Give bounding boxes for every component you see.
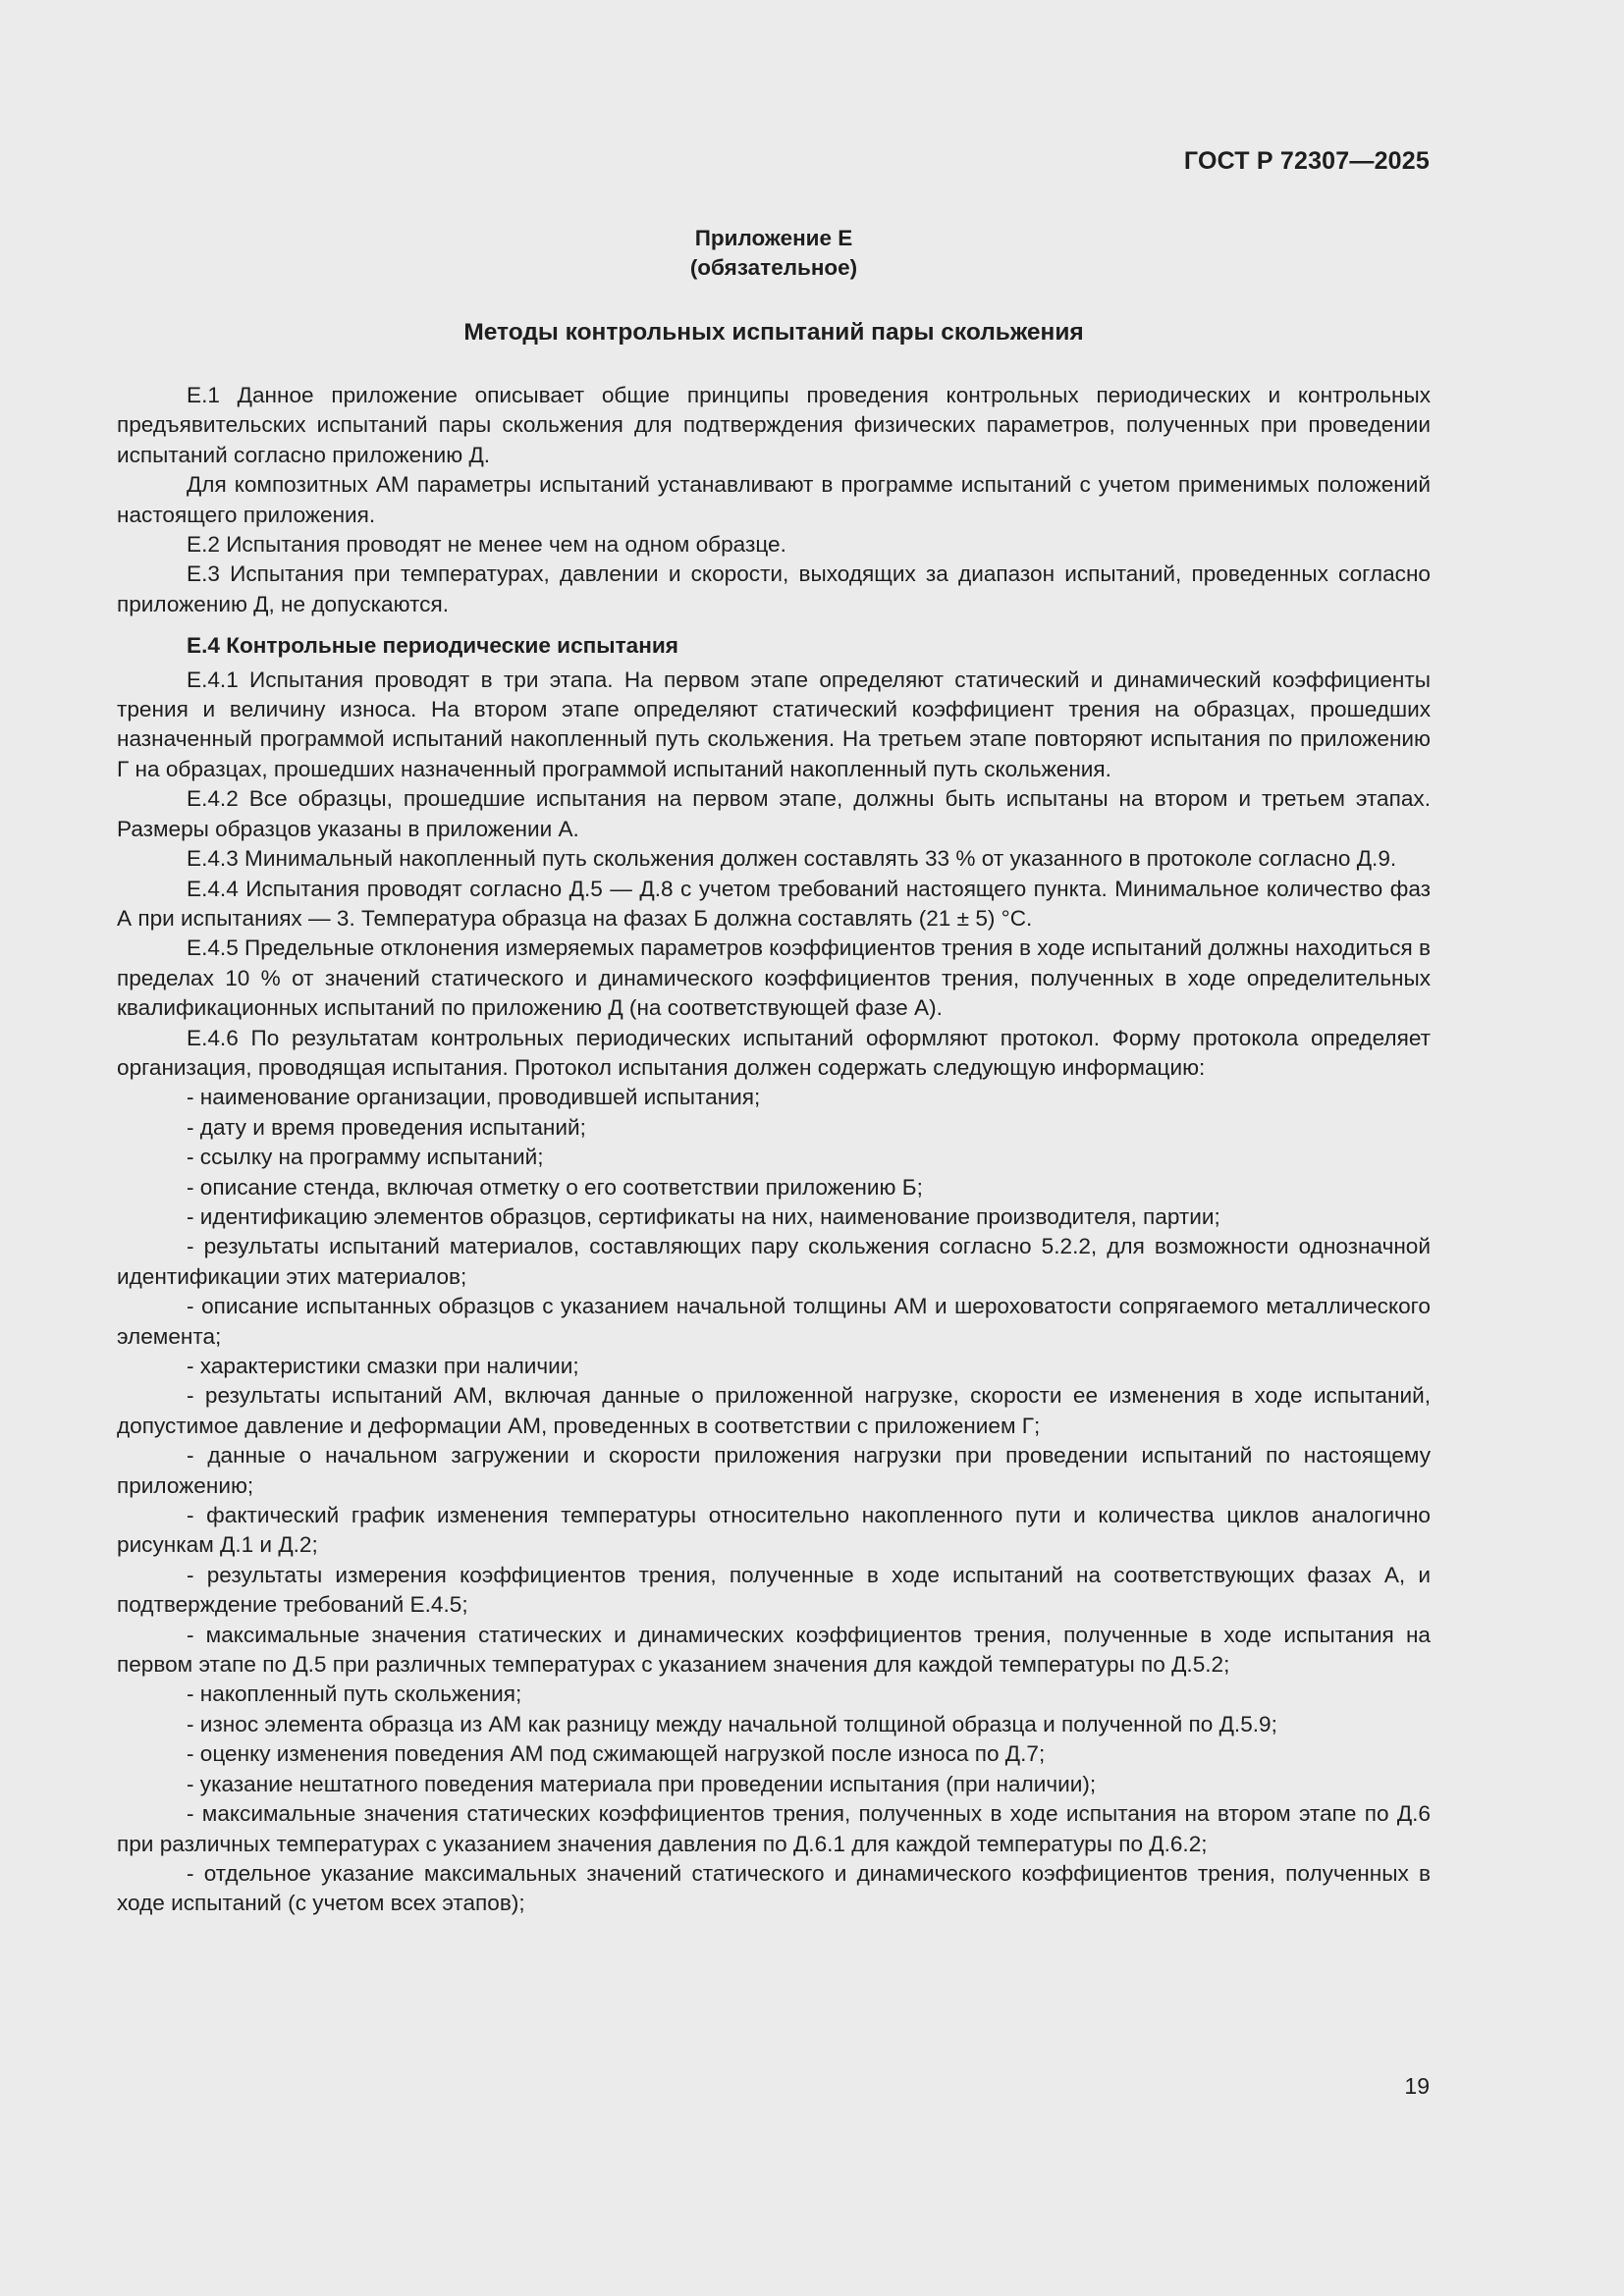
list-item: - фактический график изменения температуры относительно накопленного пути и количества циклов аналогично рисункам Д.1 и Д.2; xyxy=(117,1503,1431,1558)
list-item: - дату и время проведения испытаний; xyxy=(187,1114,586,1140)
paragraph: Е.4.1 Испытания проводят в три этапа. На первом этапе определяют статический и динамический коэффициенты трения и величину износа. На втором этапе определяют статический коэффициент трения на образцах, прошедших назначенный программой испытаний накопленный путь скольжения. На третьем этапе повторяют испытания по приложению Г на образцах, прошедших назначенный программой испытаний накопленный путь скольжения. xyxy=(117,667,1431,781)
annex-heading xyxy=(0,224,1547,283)
list-item: - указание нештатного поведения материала при проведении испытания (при наличии); xyxy=(187,1771,1097,1796)
subsection-title: Е.4 Контрольные периодические испытания xyxy=(187,633,678,659)
paragraph: Е.4.5 Предельные отклонения измеряемых параметров коэффициентов трения в ходе испытаний должны находиться в пределах 10 % от значений статического и динамического коэффициентов трения, полученных в ходе определительных квалификационных испытаний по приложению Д (на соответствующей фазе А). xyxy=(117,935,1431,1021)
body-text xyxy=(117,381,1431,1919)
annex-title: Приложение Е xyxy=(694,226,853,250)
list-item: - оценку изменения поведения АМ под сжимающей нагрузкой после износа по Д.7; xyxy=(187,1741,1046,1767)
list-item: - накопленный путь скольжения; xyxy=(187,1682,522,1707)
list-item: - описание стенда, включая отметку о его соответствии приложению Б; xyxy=(187,1174,923,1200)
list-item: - износ элемента образца из АМ как разницу между начальной толщиной образца и полученной по Д.5.9; xyxy=(187,1711,1277,1736)
paragraph: Е.4.4 Испытания проводят согласно Д.5 — Д.8 с учетом требований настоящего пункта. Минимальное количество фаз А при испытаниях — 3. Температура образца на фазах Б должна составлять (21 ± 5) °С. xyxy=(117,876,1431,931)
list-item: - наименование организации, проводившей испытания; xyxy=(187,1085,761,1110)
list-item: - описание испытанных образцов с указанием начальной толщины АМ и шероховатости сопрягаемого металлического элемента; xyxy=(117,1294,1431,1349)
list-item: - максимальные значения статических и динамических коэффициентов трения, полученные в ходе испытания на первом этапе по Д.5 при различных температурах с указанием значения для каждой температуры по Д.5.2; xyxy=(117,1622,1431,1678)
page-number: 19 xyxy=(1404,2073,1430,2099)
paragraph: Е.4.2 Все образцы, прошедшие испытания на первом этапе, должны быть испытаны на втором и третьем этапах. Размеры образцов указаны в приложении А. xyxy=(117,786,1431,841)
annex-status: (обязательное) xyxy=(689,255,858,280)
list-item: - характеристики смазки при наличии; xyxy=(187,1354,579,1378)
list-item: - максимальные значения статических коэффициентов трения, полученных в ходе испытания на втором этапе по Д.6 при различных температурах с указанием значения давления по Д.6.1 для каждой температуры по Д.6.2; xyxy=(117,1801,1431,1856)
paragraph: Е.3 Испытания при температурах, давлении и скорости, выходящих за диапазон испытаний, проведенных согласно приложению Д, не допускаются. xyxy=(117,561,1431,616)
list-item: - ссылку на программу испытаний; xyxy=(187,1145,544,1170)
paragraph: Е.4.6 По результатам контрольных периодических испытаний оформляют протокол. Форму протокола определяет организация, проводящая испытания. Протокол испытания должен содержать следующую информацию: xyxy=(117,1025,1431,1080)
section-title: Методы контрольных испытаний пары скольжения xyxy=(463,319,1084,346)
paragraph: Для композитных АМ параметры испытаний устанавливают в программе испытаний с учетом применимых положений настоящего приложения. xyxy=(117,472,1431,527)
list-item: - результаты испытаний материалов, составляющих пару скольжения согласно 5.2.2, для возможности однозначной идентификации этих материалов; xyxy=(117,1234,1431,1289)
list-item: - данные о начальном загружении и скорости приложения нагрузки при проведении испытаний по настоящему приложению; xyxy=(117,1443,1431,1498)
list-item: - отдельное указание максимальных значений статического и динамического коэффициентов трения, полученных в ходе испытаний (с учетом всех этапов); xyxy=(117,1860,1431,1916)
list-item: - результаты измерения коэффициентов трения, полученные в ходе испытаний на соответствующих фазах А, и подтверждение требований Е.4.5; xyxy=(117,1562,1431,1618)
document-code: ГОСТ Р 72307—2025 xyxy=(1183,147,1430,175)
list-item: - результаты испытаний АМ, включая данные о приложенной нагрузке, скорости ее изменения в ходе испытаний, допустимое давление и деформации АМ, проведенных в соответствии с приложением Г; xyxy=(117,1383,1431,1438)
paragraph: Е.2 Испытания проводят не менее чем на одном образце. xyxy=(187,532,786,558)
list-item: - идентификацию элементов образцов, сертификаты на них, наименование производителя, партии; xyxy=(187,1203,1220,1229)
paragraph: Е.1 Данное приложение описывает общие принципы проведения контрольных периодических и контрольных предъявительских испытаний пары скольжения для подтверждения физических параметров, полученных при проведении испытаний согласно приложению Д. xyxy=(117,383,1431,467)
paragraph: Е.4.3 Минимальный накопленный путь скольжения должен составлять 33 % от указанного в протоколе согласно Д.9. xyxy=(187,846,1397,872)
